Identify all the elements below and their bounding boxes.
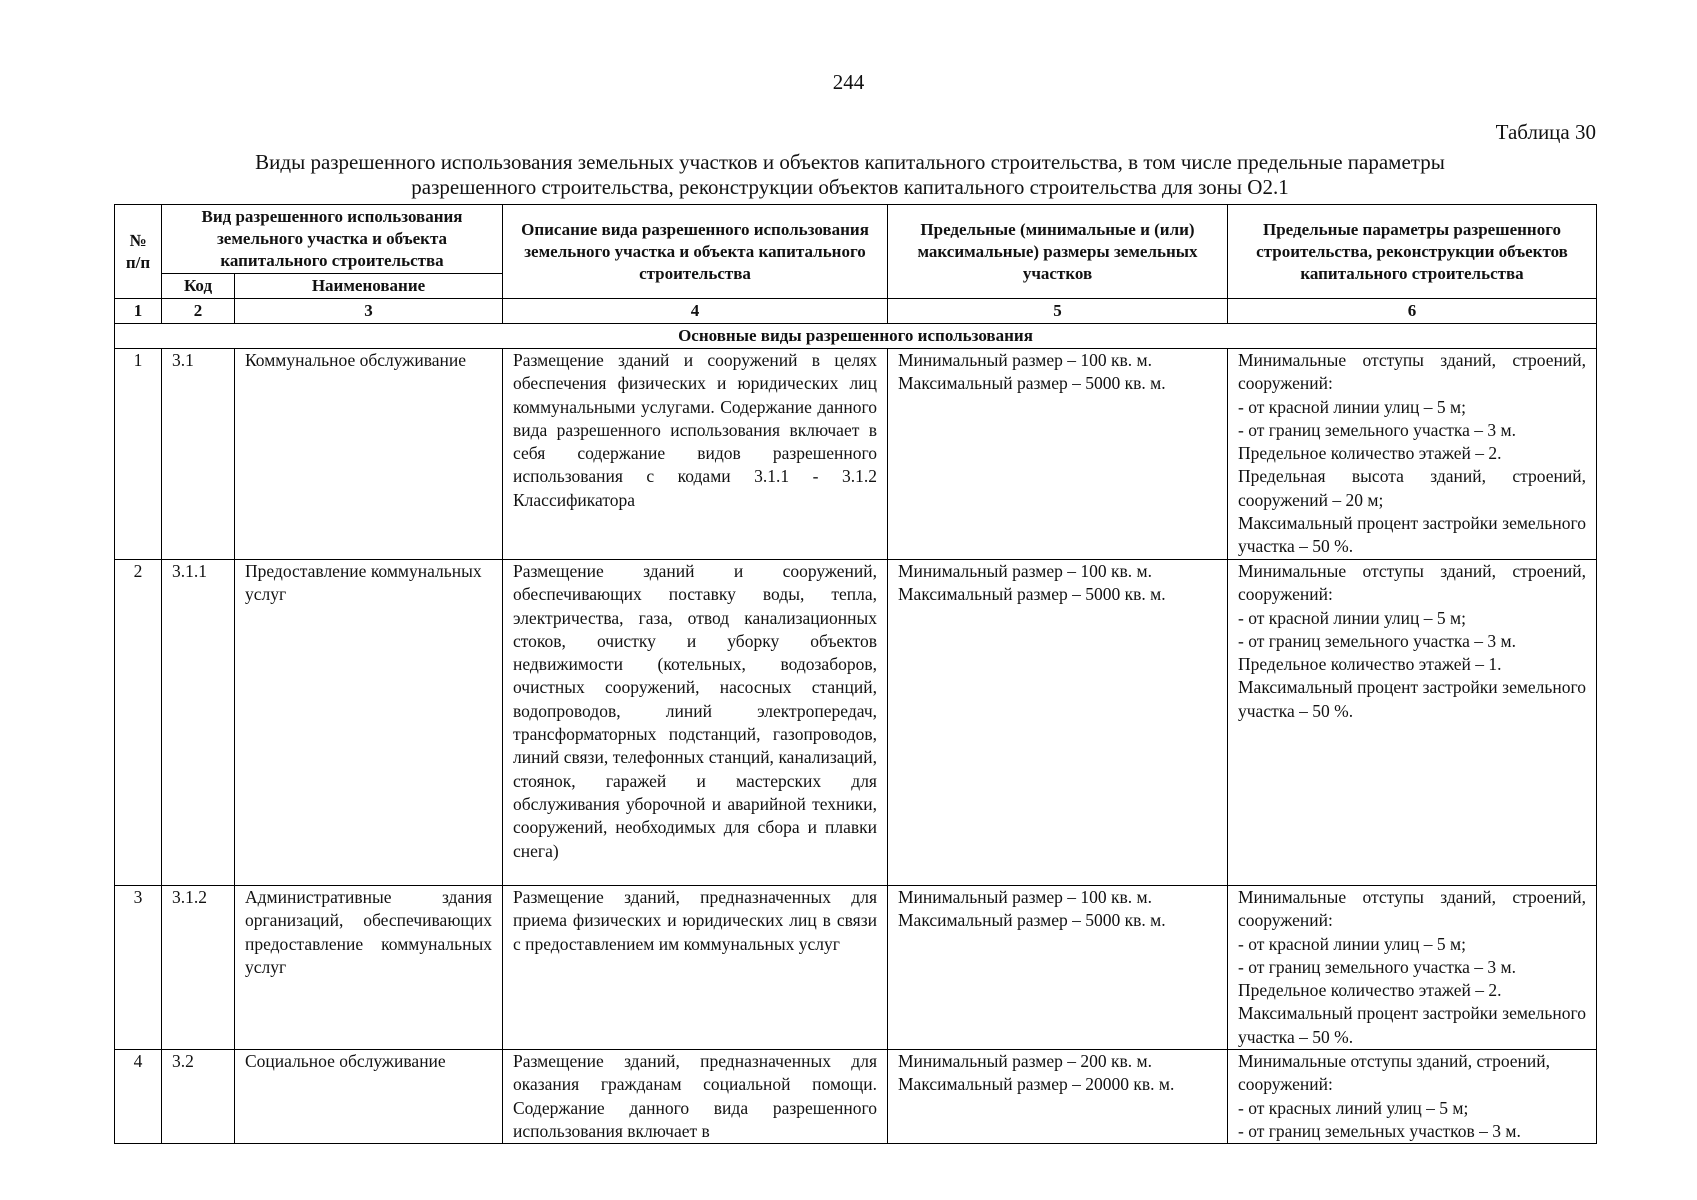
header-name: Наименование [235, 274, 503, 299]
row-code: 3.1 [162, 349, 235, 560]
param-line: - от красной линии улиц – 5 м; [1238, 396, 1466, 417]
column-number: 4 [503, 299, 888, 324]
row-sizes [888, 560, 1228, 886]
size-line: Минимальный размер – 100 кв. м. [898, 561, 1152, 581]
column-number: 3 [235, 299, 503, 324]
row-name: Коммунальное обслуживание [235, 349, 503, 560]
row-name: Предоставление коммунальных услуг [235, 560, 503, 886]
header-sizes: Предельные (минимальные и (или) максимальные) размеры земельных участков [888, 205, 1228, 299]
table-row [115, 349, 1597, 560]
param-line: Минимальные отступы зданий, строений, сооружений: [1238, 887, 1586, 931]
size-line: Минимальный размер – 100 кв. м. [898, 887, 1152, 907]
page-number: 244 [832, 70, 865, 94]
row-code: 3.1.2 [162, 886, 235, 1050]
row-description: Размещение зданий и сооружений, обеспечивающих поставку воды, тепла, электричества, газа, отвод канализационных стоков, очистку и уборку объектов недвижимости (котельных, водозаборов, очистных сооружений, насосных станций, водопроводов, линий электропередач, трансформаторных подстанций, газопроводов, линий связи, телефонных станций, канализаций, стоянок, гаражей и мастерских для обслуживания уборочной и аварийной техники, сооружений, необходимых для сбора и плавки снега) [503, 560, 888, 886]
size-line: Максимальный размер – 5000 кв. м. [898, 910, 1166, 931]
size-line: Минимальный размер – 200 кв. м. [898, 1051, 1152, 1072]
header-num: № п/п [115, 205, 162, 299]
param-line: - от границ земельных участков – 3 м. [1238, 1120, 1521, 1141]
table-title-line-1: Виды разрешенного использования земельных участков и объектов капитального строительства, в том числе предельные параметры [255, 150, 1445, 174]
row-params [1228, 349, 1597, 560]
row-number: 2 [115, 560, 162, 886]
row-params [1228, 560, 1597, 886]
row-sizes [888, 886, 1228, 1050]
header-description: Описание вида разрешенного использования земельного участка и объекта капитального строительства [503, 205, 888, 299]
section-row [115, 324, 1597, 349]
param-line: - от границ земельного участка – 3 м. [1238, 419, 1516, 440]
section-title: Основные виды разрешенного использования [115, 324, 1597, 349]
column-number: 5 [888, 299, 1228, 324]
land-use-table [114, 204, 1597, 1144]
param-line: Предельное количество этажей – 2. [1238, 980, 1502, 1001]
size-line: Максимальный размер – 20000 кв. м. [898, 1074, 1175, 1095]
row-name: Административные здания организаций, обеспечивающих предоставление коммунальных услуг [235, 886, 503, 1050]
param-line: - от красной линии улиц – 5 м; [1238, 933, 1466, 954]
column-number: 2 [162, 299, 235, 324]
param-line: Предельное количество этажей – 2. [1238, 443, 1502, 464]
param-line: Минимальные отступы зданий, строений, сооружений: [1238, 561, 1586, 605]
header-params: Предельные параметры разрешенного строительства, реконструкции объектов капитального строительства [1228, 205, 1597, 299]
size-line: Максимальный размер – 5000 кв. м. [898, 373, 1166, 394]
param-line: Минимальные отступы зданий, строений, сооружений: [1238, 350, 1586, 394]
column-number-row [115, 299, 1597, 324]
param-line: Максимальный процент застройки земельного участка – 50 %. [1238, 513, 1586, 557]
column-number: 1 [115, 299, 162, 324]
table-row [115, 560, 1597, 886]
param-line: Предельное количество этажей – 1. [1238, 654, 1502, 675]
row-code: 3.2 [162, 1050, 235, 1144]
param-line: - от границ земельного участка – 3 м. [1238, 956, 1516, 977]
header-vid-group: Вид разрешенного использования земельного участка и объекта капитального строительства [162, 205, 503, 274]
row-description: Размещение зданий, предназначенных для оказания гражданам социальной помощи. Содержание данного вида разрешенного использования включает в [503, 1050, 888, 1144]
header-row [115, 205, 1597, 274]
table-row [115, 886, 1597, 1050]
column-number: 6 [1228, 299, 1597, 324]
table-label: Таблица 30 [1495, 120, 1596, 144]
param-line: Максимальный процент застройки земельного участка – 50 %. [1238, 677, 1586, 721]
size-line: Минимальный размер – 100 кв. м. [898, 350, 1152, 370]
row-description: Размещение зданий и сооружений в целях обеспечения физических и юридических лиц коммунальными услугами. Содержание данного вида разрешенного использования включает в себя содержание видов разрешенного использования с кодами 3.1.1 - 3.1.2 Классификатора [503, 349, 888, 560]
row-sizes [888, 1050, 1228, 1144]
row-number: 3 [115, 886, 162, 1050]
row-params [1228, 1050, 1597, 1144]
param-line: Предельная высота зданий, строений, сооружений – 20 м; [1238, 466, 1586, 510]
table-title-line-2: разрешенного строительства, реконструкции объектов капитального строительства для зоны О2.1 [411, 175, 1289, 199]
row-description: Размещение зданий, предназначенных для приема физических и юридических лиц в связи с предоставлением им коммунальных услуг [503, 886, 888, 1050]
param-line: Максимальный процент застройки земельного участка – 50 %. [1238, 1003, 1586, 1047]
row-name: Социальное обслуживание [235, 1050, 503, 1144]
row-sizes [888, 349, 1228, 560]
row-number: 4 [115, 1050, 162, 1144]
table-row [115, 1050, 1597, 1144]
table-title [140, 150, 1560, 200]
row-number: 1 [115, 349, 162, 560]
row-params [1228, 886, 1597, 1050]
size-line: Максимальный размер – 5000 кв. м. [898, 584, 1166, 605]
param-line: - от границ земельного участка – 3 м. [1238, 630, 1516, 651]
param-line: Минимальные отступы зданий, строений, сооружений: [1238, 1051, 1551, 1095]
header-code: Код [162, 274, 235, 299]
param-line: - от красных линий улиц – 5 м; [1238, 1097, 1469, 1118]
param-line: - от красной линии улиц – 5 м; [1238, 607, 1466, 628]
row-code: 3.1.1 [162, 560, 235, 886]
